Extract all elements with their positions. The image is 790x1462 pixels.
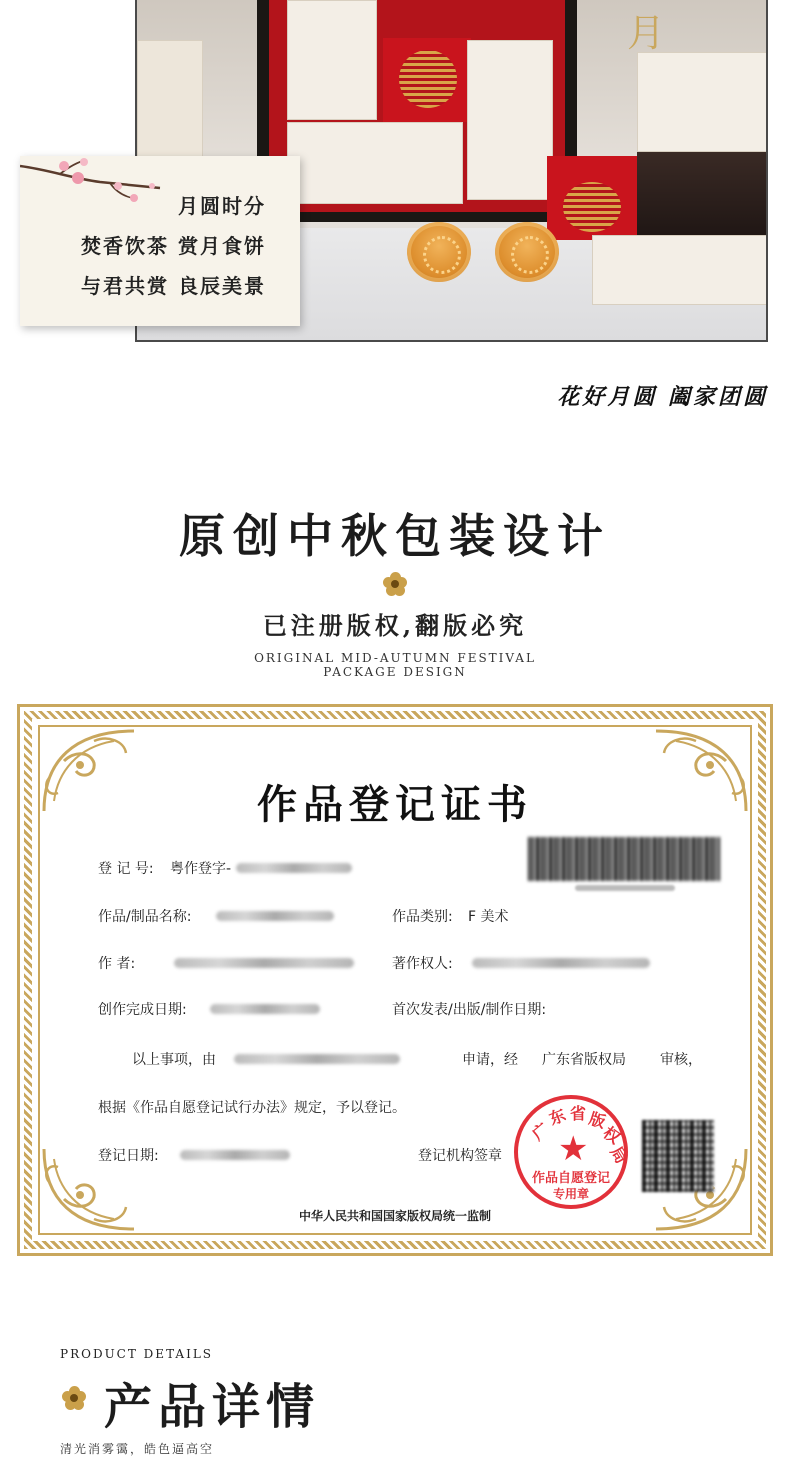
copyright-owner-label: 著作权人:	[392, 956, 453, 972]
redacted-copyright-owner	[472, 958, 650, 968]
section-label-en: PRODUCT DETAILS	[60, 1347, 214, 1361]
authority-name: 广东省版权局	[542, 1052, 626, 1068]
blurred-barcode	[528, 837, 720, 881]
blurred-qr-code	[642, 1120, 714, 1192]
blurred-barcode-number	[575, 885, 675, 891]
category-label: 作品类别:	[392, 909, 453, 925]
seal-org-label: 登记机构签章	[418, 1148, 502, 1164]
gift-box	[637, 52, 768, 152]
brand-character: 月	[627, 11, 666, 55]
work-name-label: 作品/制品名称:	[98, 909, 192, 925]
reg-no-label: 登 记 号:	[98, 861, 154, 877]
completion-date-label: 创作完成日期:	[98, 1002, 187, 1018]
redacted-reg-no	[236, 863, 352, 873]
poem-line: 月圆时分	[178, 194, 266, 218]
apply-text: 申请，经	[462, 1052, 518, 1068]
matters-text: 以上事项，由	[132, 1052, 216, 1068]
seal-arc-char: 广	[528, 1119, 553, 1145]
seal-arc-char: 权	[599, 1122, 624, 1148]
poem-line: 焚香饮茶 赏月食饼	[81, 234, 266, 258]
seal-arc-char: 东	[546, 1105, 569, 1129]
poem-line: 与君共赏 良辰美景	[81, 274, 266, 298]
gift-box	[137, 40, 203, 170]
reg-date-label: 登记日期:	[98, 1148, 159, 1164]
seal-line: 专用章	[552, 1187, 589, 1201]
legal-basis-text: 根据《作品自愿登记试行办法》规定，予以登记。	[98, 1100, 406, 1116]
poem-card	[20, 156, 300, 326]
section-title: 产品详情	[104, 1379, 321, 1435]
plum-flower-icon	[62, 1386, 86, 1410]
certificate-footer: 中华人民共和国国家版权局统一监制	[298, 1209, 491, 1223]
mooncake	[495, 222, 559, 282]
gift-box	[592, 235, 768, 305]
redacted-author	[174, 958, 354, 968]
gift-box	[467, 40, 553, 200]
seal-line: 作品自愿登记	[531, 1171, 610, 1186]
page-title: 原创中秋包装设计	[179, 509, 611, 563]
english-subtitle: ORIGINAL MID-AUTUMN FESTIVAL	[254, 651, 536, 665]
gold-moon-emblem	[399, 50, 457, 108]
copyright-certificate	[17, 704, 773, 1256]
gift-box	[287, 0, 377, 120]
star-icon: ★	[558, 1129, 589, 1169]
seal-arc-char: 局	[606, 1143, 632, 1167]
review-text: 审核，	[660, 1052, 702, 1068]
author-label: 作 者:	[98, 956, 136, 972]
plum-blossom-icon	[20, 156, 170, 206]
official-seal	[514, 1095, 632, 1209]
plum-flower-icon	[383, 572, 407, 596]
category-value: F 美术	[468, 909, 509, 925]
reg-no-prefix: 粤作登字-	[170, 861, 232, 877]
copyright-notice: 已注册版权,翻版必究	[262, 611, 528, 640]
hero-caption: 花好月圆 阖家团圆	[557, 384, 768, 410]
redacted-completion-date	[210, 1004, 320, 1014]
redacted-applicant	[234, 1054, 400, 1064]
gold-moon-emblem	[563, 182, 621, 232]
english-subtitle: PACKAGE DESIGN	[323, 665, 467, 679]
section-tagline: 清光消雾霭，皓色逼高空	[60, 1442, 215, 1456]
mooncake	[407, 222, 471, 282]
wooden-stand	[637, 152, 768, 238]
seal-arc-char: 版	[586, 1108, 608, 1132]
gift-box	[287, 122, 463, 204]
certificate-title: 作品登记证书	[257, 782, 533, 828]
redacted-work-name	[216, 911, 334, 921]
first-publish-label: 首次发表/出版/制作日期:	[392, 1002, 547, 1018]
redacted-reg-date	[180, 1150, 290, 1160]
seal-arc-char: 省	[570, 1104, 587, 1123]
